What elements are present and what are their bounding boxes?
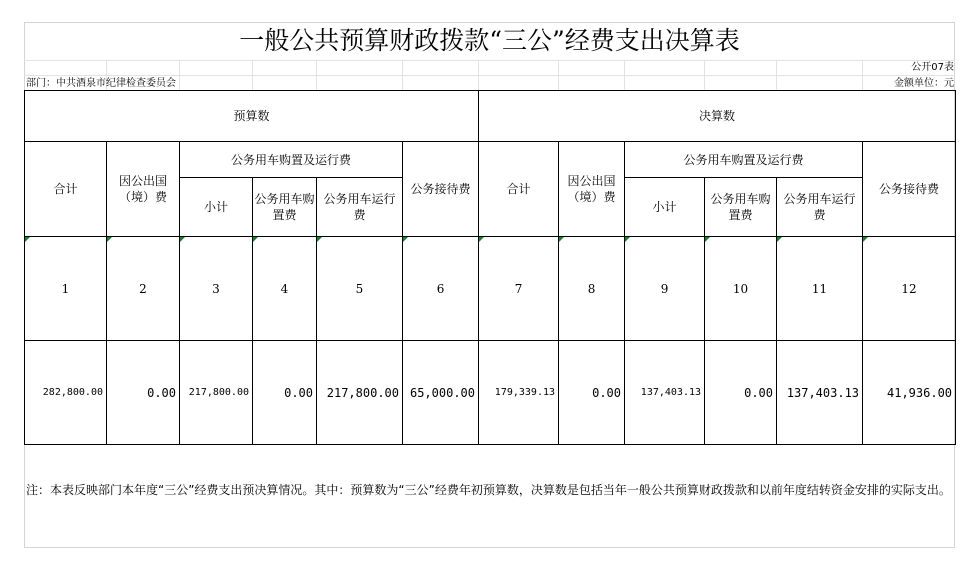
budget-vehicle-purchase-header[interactable]: 公务用车购置费 (253, 178, 317, 237)
final-total-value[interactable]: 179,339.13 (479, 341, 559, 445)
three-public-expenses-table (24, 90, 956, 445)
column-number: 4 (280, 281, 289, 296)
final-vehicle-purchase-header[interactable]: 公务用车购置费 (705, 178, 777, 237)
gridline (24, 60, 955, 61)
final-vehicle-purchase-value[interactable]: 0.00 (705, 341, 777, 445)
gridline (24, 75, 955, 76)
cell-marker (863, 237, 868, 242)
column-number: 8 (587, 281, 596, 296)
cell-marker (479, 237, 484, 242)
column-number-cell[interactable] (863, 237, 956, 341)
gridline (776, 60, 777, 90)
budget-reception-value[interactable]: 65,000.00 (403, 341, 479, 445)
budget-reception-header[interactable]: 公务接待费 (403, 142, 479, 237)
cell-marker (559, 237, 564, 242)
cell-marker (403, 237, 408, 242)
column-number: 12 (901, 281, 917, 296)
column-number: 1 (61, 281, 70, 296)
cell-marker (253, 237, 258, 242)
cell-marker (705, 237, 710, 242)
cell-marker (317, 237, 322, 242)
column-number: 3 (212, 281, 220, 296)
gridline (704, 60, 705, 90)
cell-marker (625, 237, 630, 242)
amount-unit-label: 金额单位：元 (894, 78, 954, 89)
final-vehicle-group-header[interactable]: 公务用车购置及运行费 (625, 142, 863, 178)
budget-vehicle-operation-value[interactable]: 217,800.00 (317, 341, 403, 445)
gridline (316, 60, 317, 90)
column-number: 7 (514, 281, 523, 296)
form-number: 公开07表 (911, 62, 954, 73)
budget-vehicle-operation-header[interactable]: 公务用车运行费 (317, 178, 403, 237)
final-total-header[interactable]: 合计 (479, 142, 559, 237)
gridline (478, 60, 479, 90)
gridline (179, 60, 180, 90)
column-number-cell[interactable] (107, 237, 180, 341)
table-title: 一般公共预算财政拨款“三公”经费支出决算表 (239, 26, 740, 55)
column-number-row (25, 237, 956, 341)
table-note: 注：本表反映部门本年度“三公”经费支出预决算情况。其中：预算数为“三公”经费年初预算数，决算数是包括当年一般公共预算财政拨款和以前年度结转资金安排的实际支出。 (26, 483, 951, 497)
column-number-cell[interactable] (403, 237, 479, 341)
final-abroad-value[interactable]: 0.00 (559, 341, 625, 445)
final-reception-header[interactable]: 公务接待费 (863, 142, 956, 237)
budget-total-value[interactable]: 282,800.00 (25, 341, 107, 445)
column-number: 11 (811, 281, 828, 296)
column-number: 10 (732, 281, 749, 296)
column-number-cell[interactable] (777, 237, 863, 341)
column-number-cell[interactable] (317, 237, 403, 341)
final-subtotal-header[interactable]: 小计 (625, 178, 705, 237)
budget-vehicle-subtotal-value[interactable]: 217,800.00 (180, 341, 253, 445)
gridline (558, 60, 559, 90)
amount-row (25, 341, 956, 445)
column-number: 5 (355, 281, 364, 296)
department-label: 部门：中共酒泉市纪律检查委员会 (26, 78, 176, 89)
final-vehicle-operation-header[interactable]: 公务用车运行费 (777, 178, 863, 237)
final-header[interactable]: 决算数 (479, 91, 956, 142)
budget-abroad-header[interactable]: 因公出国（境）费 (107, 142, 180, 237)
column-number-cell[interactable] (559, 237, 625, 341)
cell-marker (25, 237, 30, 242)
final-abroad-header[interactable]: 因公出国（境）费 (559, 142, 625, 237)
cell-marker (777, 237, 782, 242)
final-vehicle-operation-value[interactable]: 137,403.13 (777, 341, 863, 445)
gridline (862, 60, 863, 90)
column-number-cell[interactable] (180, 237, 253, 341)
cell-marker (107, 237, 112, 242)
budget-vehicle-purchase-value[interactable]: 0.00 (253, 341, 317, 445)
gridline (624, 60, 625, 90)
column-number-cell[interactable] (25, 237, 107, 341)
cell-marker (180, 237, 185, 242)
budget-vehicle-group-header[interactable]: 公务用车购置及运行费 (180, 142, 403, 178)
column-number-cell[interactable] (479, 237, 559, 341)
budget-header[interactable]: 预算数 (25, 91, 479, 142)
column-number: 9 (660, 281, 669, 296)
budget-total-header[interactable]: 合计 (25, 142, 107, 237)
final-vehicle-subtotal-value[interactable]: 137,403.13 (625, 341, 705, 445)
column-number: 2 (139, 281, 147, 296)
final-reception-value[interactable]: 41,936.00 (863, 341, 956, 445)
budget-abroad-value[interactable]: 0.00 (107, 341, 180, 445)
column-number-cell[interactable] (625, 237, 705, 341)
gridline (252, 60, 253, 90)
column-number: 6 (436, 281, 445, 296)
budget-subtotal-header[interactable]: 小计 (180, 178, 253, 237)
column-number-cell[interactable] (253, 237, 317, 341)
column-number-cell[interactable] (705, 237, 777, 341)
gridline (402, 60, 403, 90)
